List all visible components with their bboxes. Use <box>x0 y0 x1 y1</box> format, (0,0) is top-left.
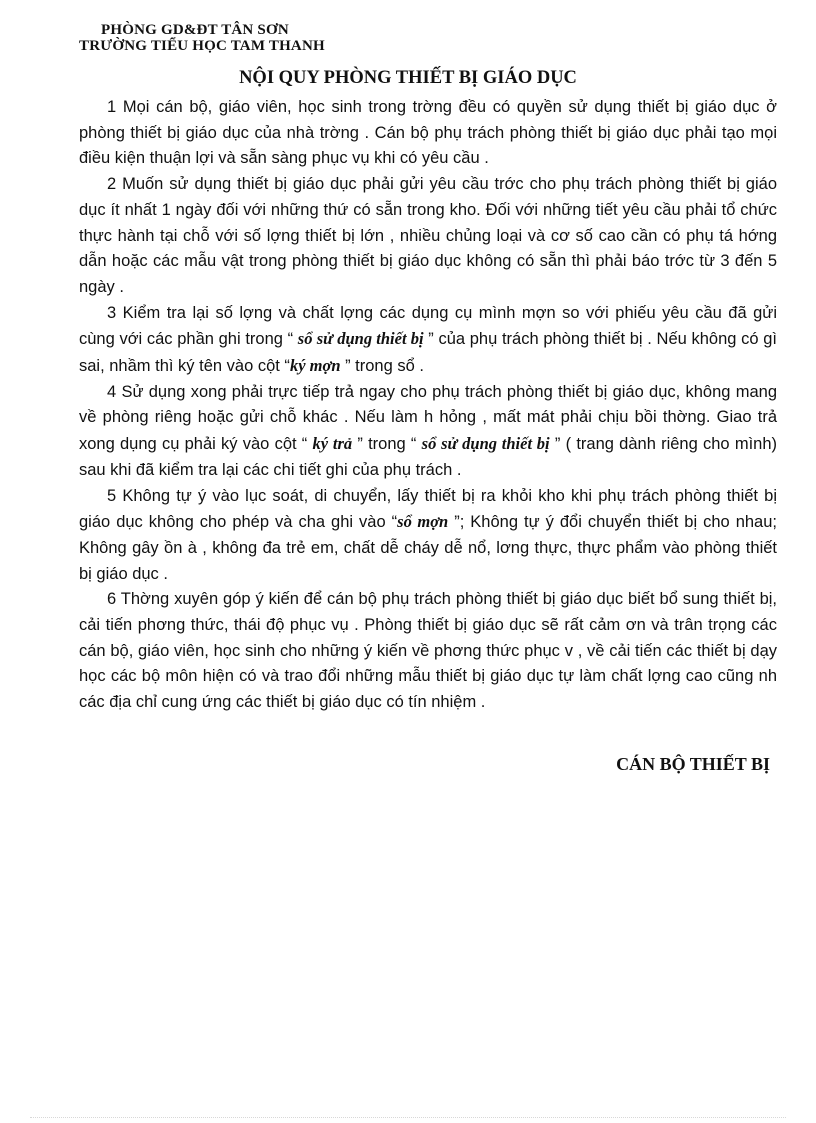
rule-5-emphasis-borrow-book: sổ mợn <box>397 512 449 532</box>
rule-4-text-c: ” trong “ <box>352 435 422 454</box>
signature-title: CÁN BỘ THIẾT BỊ <box>616 754 770 774</box>
rule-5-text-a: 5 Không tự ý vào lục soát, di chuyển, lấy thiết bị ra khỏi kho khi phụ trách phòng thiết bị giáo dục không cho phép và cha ghi vào “ <box>79 486 777 532</box>
rule-4-text-e: ” ( trang dành riêng cho mình) sau khi đã kiểm tra lại các chi tiết ghi của phụ trách . <box>79 435 778 479</box>
page-bottom-divider <box>30 1117 786 1118</box>
rule-5 <box>79 484 777 588</box>
rule-3-text-c: ” của phụ trách phòng thiết bị . Nếu không có gì sai, nhầm thì ký tên vào cột “ <box>79 330 778 376</box>
rule-3-emphasis-borrow-column: ký mợn <box>289 356 341 376</box>
header-school: TRƯỜNG TIỂU HỌC TAM THANH <box>79 38 325 54</box>
rule-2: 2 Muốn sử dụng thiết bị giáo dục phải gửi yêu cầu trớc cho phụ trách phòng thiết bị giáo dục ít nhất 1 ngày đối với những thứ có sẵn trong kho. Đối với những tiết yêu cầu phải tổ chức thực hành tại chỗ với số lợng thiết bị lớn , nhiều chủng loại và cơ số cao cần có phụ tá hớng dẫn hoặc các mẫu vật trong phòng thiết bị giáo dục không có sẵn thì phải báo trớc từ 3 đến 5 ngày . <box>79 175 777 296</box>
header-department: PHÒNG GD&ĐT TÂN SƠN <box>101 22 289 38</box>
document-title: NỘI QUY PHÒNG THIẾT BỊ GIÁO DỤC <box>239 68 577 88</box>
rule-3 <box>79 301 777 380</box>
rule-3-text-e: ” trong sổ . <box>340 357 424 376</box>
rule-4-emphasis-usage-book: sổ sử dụng thiết bị <box>421 434 550 454</box>
rule-4 <box>79 380 777 484</box>
rule-4-emphasis-return-column: ký trả <box>312 434 353 454</box>
rule-5-text-c: ”; Không tự ý đổi chuyển thiết bị cho nhau; Không gây ồn à , không đa trẻ em, chất dễ cháy dễ nổ, lơng thực, thực phẩm vào phòng thiết bị giáo dục . <box>79 513 777 583</box>
rule-1: 1 Mọi cán bộ, giáo viên, học sinh trong trờng đều có quyền sử dụng thiết bị giáo dục ở phòng thiết bị giáo dục của nhà trờng . Cán bộ phụ trách phòng thiết bị giáo dục phải tạo mọi điều kiện thuận lợi và sẵn sàng phục vụ khi có yêu cầu . <box>79 98 777 168</box>
rule-3-emphasis-usage-book: sổ sử dụng thiết bị <box>297 329 424 349</box>
rule-4-text-a: 4 Sử dụng xong phải trực tiếp trả ngay cho phụ trách phòng thiết bị giáo dục, không mang về phòng riêng hoặc gửi chỗ khác . Nếu làm h hỏng , mất mát phải chịu bồi thờng. Giao trả xong dụng cụ phải ký vào cột “ <box>79 382 777 454</box>
rule-3-text-a: 3 Kiểm tra lại số lợng và chất lợng các dụng cụ mình mợn so với phiếu yêu cầu đã gửi cùng với các phần ghi trong “ <box>79 303 777 349</box>
document-header <box>79 22 325 54</box>
rule-6: 6 Thờng xuyên góp ý kiến để cán bộ phụ trách phòng thiết bị giáo dục biết bổ sung thiết bị, cải tiến phơng thức, thái độ phục vụ . Phòng thiết bị giáo dục sẽ rất cảm ơn và trân trọng các cán bộ, giáo viên, học sinh cho những ý kiến về phơng thức phục v , về cải tiến các thiết bị dạy học các bộ môn hiện có và trao đổi những mẫu thiết bị giáo dục tự làm chất lợng cao cũng nh các địa chỉ cung ứng các thiết bị giáo dục có tín nhiệm . <box>79 590 777 712</box>
rules-body <box>79 95 777 716</box>
